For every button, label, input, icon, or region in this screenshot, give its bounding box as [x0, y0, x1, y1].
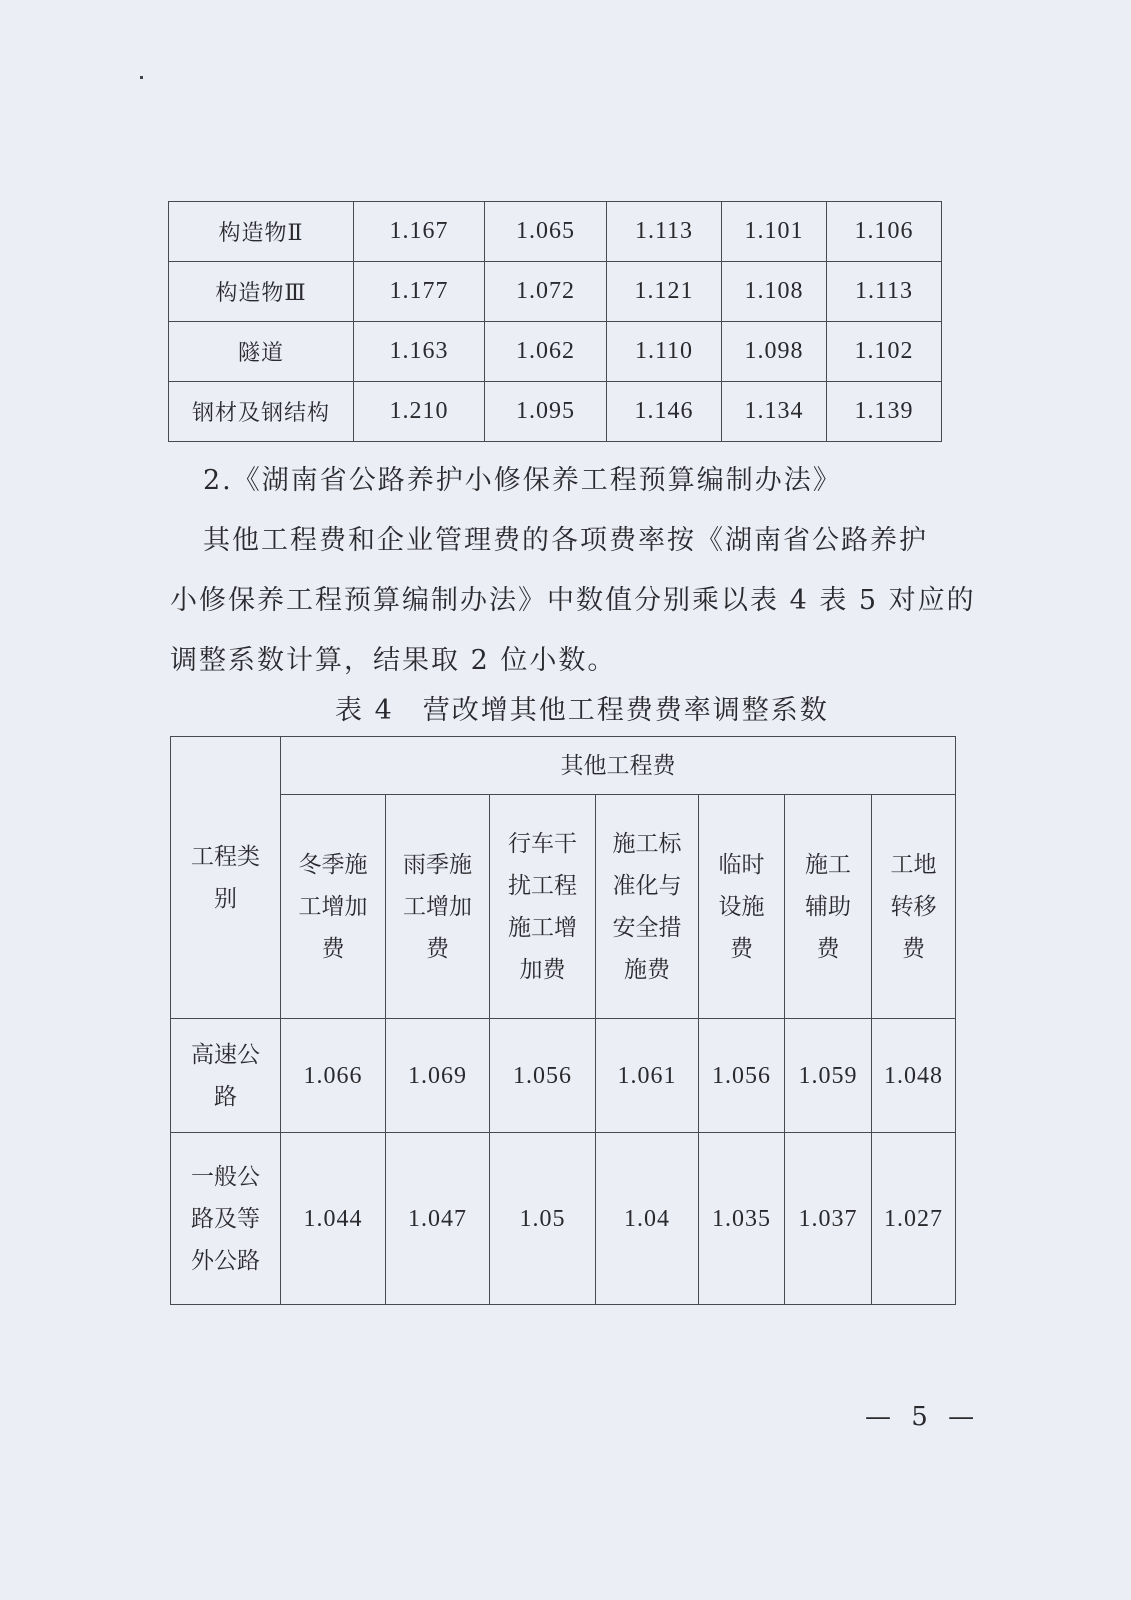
value-cell: 1.048 [872, 1019, 956, 1133]
table-row [171, 1019, 956, 1133]
value-cell: 1.062 [485, 322, 607, 382]
value-cell: 1.121 [607, 262, 722, 322]
value-cell: 1.163 [354, 322, 485, 382]
column-header [281, 795, 386, 1019]
row-header-cell [171, 737, 281, 1019]
value-cell: 1.102 [827, 322, 942, 382]
value-cell: 1.044 [281, 1133, 386, 1305]
value-cell: 1.106 [827, 202, 942, 262]
value-cell: 1.065 [485, 202, 607, 262]
value-cell: 1.210 [354, 382, 485, 442]
value-cell: 1.061 [596, 1019, 699, 1133]
body-line-1: 其他工程费和企业管理费的各项费率按《湖南省公路养护 [203, 525, 928, 556]
value-cell: 1.035 [699, 1133, 785, 1305]
value-cell: 1.108 [722, 262, 827, 322]
value-cell: 1.066 [281, 1019, 386, 1133]
table-row [169, 202, 942, 262]
column-header-text: 施工标准化与安全措施费 [612, 830, 682, 983]
value-cell: 1.056 [699, 1019, 785, 1133]
value-cell: 1.139 [827, 382, 942, 442]
column-header [386, 795, 490, 1019]
table-4-caption: 表 4 营改增其他工程费费率调整系数 [335, 695, 829, 726]
section-heading: 2.《湖南省公路养护小修保养工程预算编制办法》 [203, 465, 842, 496]
value-cell: 1.177 [354, 262, 485, 322]
column-header [699, 795, 785, 1019]
value-cell: 1.146 [607, 382, 722, 442]
value-cell: 1.056 [490, 1019, 596, 1133]
scan-speck [140, 76, 143, 79]
column-header-text: 行车干扰工程施工增加费 [507, 830, 577, 983]
row-label: 高速公路 [190, 1041, 260, 1110]
column-header-text: 雨季施工增加费 [402, 851, 472, 962]
value-cell: 1.04 [596, 1133, 699, 1305]
value-cell: 1.098 [722, 322, 827, 382]
table-row [169, 382, 942, 442]
table-row [169, 262, 942, 322]
value-cell: 1.069 [386, 1019, 490, 1133]
row-header: 工程类别 [190, 843, 260, 912]
value-cell: 1.072 [485, 262, 607, 322]
body-line-2: 小修保养工程预算编制办法》中数值分别乘以表 4 表 5 对应的 [170, 585, 976, 616]
value-cell: 1.059 [785, 1019, 872, 1133]
row-label: 钢材及钢结构 [169, 382, 354, 442]
row-label: 构造物Ⅲ [169, 262, 354, 322]
column-header-text: 临时设施费 [718, 851, 765, 962]
page-number: — 5 — [865, 1402, 981, 1432]
value-cell: 1.101 [722, 202, 827, 262]
value-cell: 1.027 [872, 1133, 956, 1305]
body-line-3: 调整系数计算，结果取 2 位小数。 [170, 645, 617, 676]
table-row [171, 1133, 956, 1305]
column-header [785, 795, 872, 1019]
row-label-cell [171, 1133, 281, 1305]
column-header-text: 冬季施工增加费 [298, 851, 368, 962]
value-cell: 1.113 [607, 202, 722, 262]
value-cell: 1.037 [785, 1133, 872, 1305]
group-header-cell [281, 737, 956, 795]
value-cell: 1.134 [722, 382, 827, 442]
group-header: 其他工程费 [560, 752, 676, 779]
value-cell: 1.110 [607, 322, 722, 382]
column-header-text: 施工辅助费 [805, 851, 851, 962]
table-row [169, 322, 942, 382]
row-label: 构造物Ⅱ [169, 202, 354, 262]
value-cell: 1.047 [386, 1133, 490, 1305]
column-header [596, 795, 699, 1019]
value-cell: 1.113 [827, 262, 942, 322]
table-3-continued [168, 201, 942, 442]
value-cell: 1.05 [490, 1133, 596, 1305]
column-header [872, 795, 956, 1019]
column-header [490, 795, 596, 1019]
row-label: 隧道 [169, 322, 354, 382]
row-label-cell [171, 1019, 281, 1133]
column-header-text: 工地转移费 [890, 851, 937, 962]
value-cell: 1.167 [354, 202, 485, 262]
row-label: 一般公路及等外公路 [190, 1163, 260, 1274]
value-cell: 1.095 [485, 382, 607, 442]
table-4 [170, 736, 956, 1305]
